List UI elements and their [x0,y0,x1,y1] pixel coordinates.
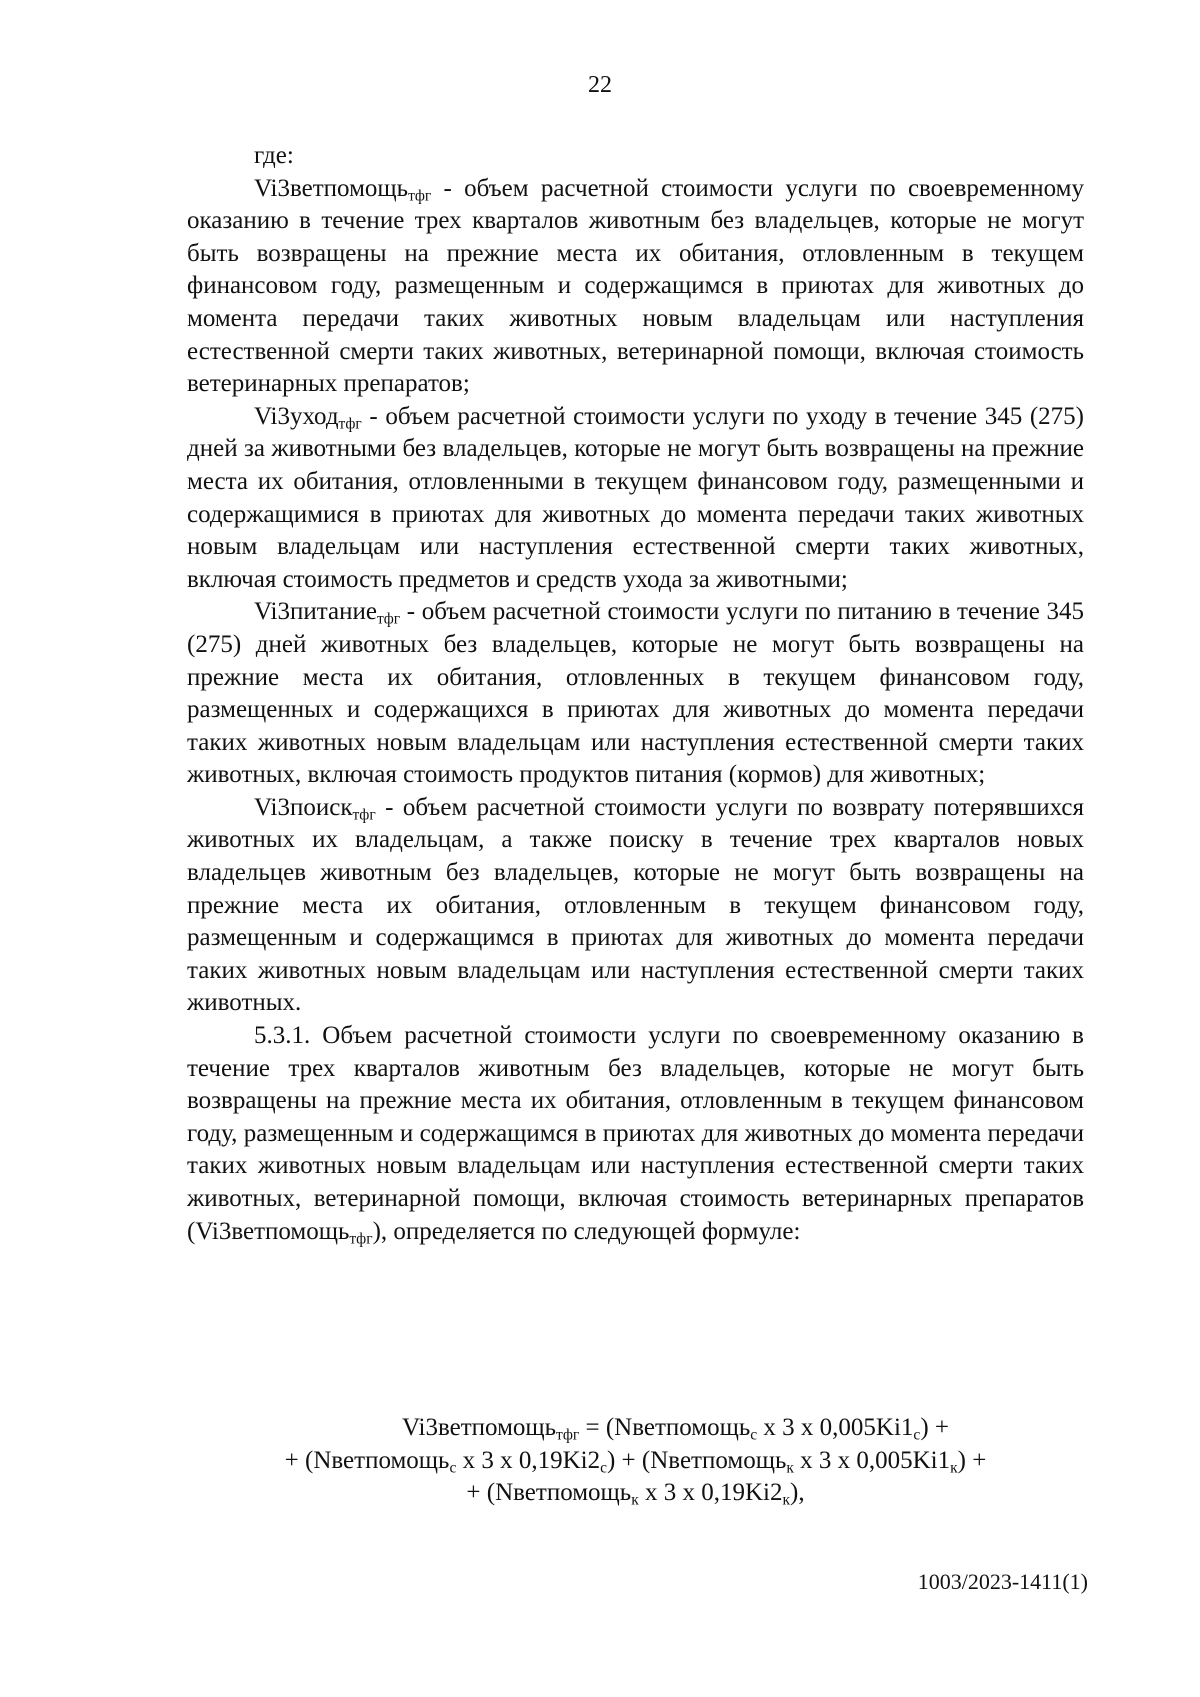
formula-term: Vi3ветпомощь [401,1414,557,1441]
definition-symbol: Vi3поиск [254,793,353,821]
formula-term: + (Nветпомощь [284,1446,450,1474]
definition-symbol: Vi3ветпомощь [254,174,409,202]
definition-subscript: тфг [376,610,401,628]
formula-term: ) + [920,1414,949,1441]
clause-text: 5.3.1. Объем расчетной стоимости услуги по своевременному оказанию в течение трех кварталов животным без владельцев, которые не могут быть возвращены на прежние места их обитания, отловленным в текущем финансовом году, размещенным и содержащимся в приютах для животных до момента передачи таких животных новым владельцам или наступления естественной смерти таких животных, ветеринарной помощи, включая стоимость ветеринарных препаратов ( [187,1022,1084,1245]
definition-subscript: тфг [338,415,362,433]
document-body [187,140,1084,1248]
page-number: 22 [588,72,612,98]
formula [187,1412,1084,1510]
formula-term: ), [790,1479,805,1507]
definition-pitanie [187,596,1084,792]
formula-subscript: к [782,1491,791,1509]
formula-term: ) + [957,1446,987,1474]
definition-text: - объем расчетной стоимости услуги по возврату потерявшихся животных их владельцам, а также поиску в течение трех кварталов новых владельцев животным без владельцев, которые не могут быть возвращены на прежние места их обитания, отловленным в текущем финансовом году, размещенным и содержащимся в приютах для животных до момента передачи таких животных новым владельцам или наступления естественной смерти таких животных. [187,793,1084,1017]
formula-term: x 3 x 0,19Ki2 [638,1479,783,1507]
formula-term: x 3 x 0,005Ki1 [793,1446,951,1474]
formula-line-3 [187,1477,1084,1510]
formula-subscript: с [600,1458,607,1476]
formula-subscript: к [786,1458,794,1476]
definition-subscript: тфг [408,186,432,204]
where-label: где: [254,142,294,169]
formula-line-2 [187,1445,1084,1478]
clause-subscript: тфг [349,1229,373,1247]
formula-subscript: с [449,1458,457,1476]
definition-vetpomosch [187,173,1084,401]
definition-poisk [187,792,1084,1020]
formula-subscript: тфг [556,1426,580,1444]
definition-subscript: тфг [352,806,376,824]
document-code: 1003/2023-1411(1) [917,1569,1088,1594]
formula-subscript: с [750,1426,758,1444]
clause-symbol: Vi3ветпомощь [195,1217,350,1245]
formula-term: + (Nветпомощь [466,1479,632,1507]
definition-symbol: Vi3уход [254,402,339,430]
definition-ukhod [187,401,1084,597]
formula-subscript: с [913,1426,921,1444]
definition-symbol: Vi3питание [254,598,377,626]
formula-subscript: к [631,1491,639,1509]
formula-term: = (Nветпомощь [579,1414,751,1441]
formula-term: ) + (Nветпомощь [606,1446,787,1474]
formula-subscript: к [950,1458,958,1476]
formula-line-1 [187,1412,1084,1445]
formula-term: x 3 x 0,19Ki2 [456,1446,601,1474]
definition-text: - объем расчетной стоимости услуги по своевременному оказанию в течение трех кварталов животным без владельцев, которые не могут быть возвращены на прежние места их обитания, отловленным в текущем финансовом году, размещенным и содержащимся в приютах для животных до момента передачи таких животных новым владельцам или наступления естественной смерти таких животных, ветеринарной помощи, включая стоимость ветеринарных препаратов; [187,174,1084,398]
definition-text: - объем расчетной стоимости услуги по уходу в течение 345 (275) дней за животными без владельцев, которые не могут быть возвращены на прежние места их обитания, отловленными в текущем финансовом году, размещенными и содержащимися в приютах для животных до момента передачи таких животных новым владельцам или наступления естественной смерти таких животных, включая стоимость предметов и средств ухода за животными; [187,402,1084,593]
formula-term: x 3 x 0,005Ki1 [757,1414,914,1441]
clause-5-3-1 [187,1020,1084,1248]
clause-tail: ), определяется по следующей формуле: [372,1217,801,1245]
definition-text: - объем расчетной стоимости услуги по питанию в течение 345 (275) дней животных без владельцев, которые не могут быть возвращены на прежние места их обитания, отловленных в текущем финансовом году, размещенных и содержащихся в приютах для животных до момента передачи таких животных новым владельцам или наступления естественной смерти таких животных, включая стоимость продуктов питания (кормов) для животных; [187,598,1084,789]
